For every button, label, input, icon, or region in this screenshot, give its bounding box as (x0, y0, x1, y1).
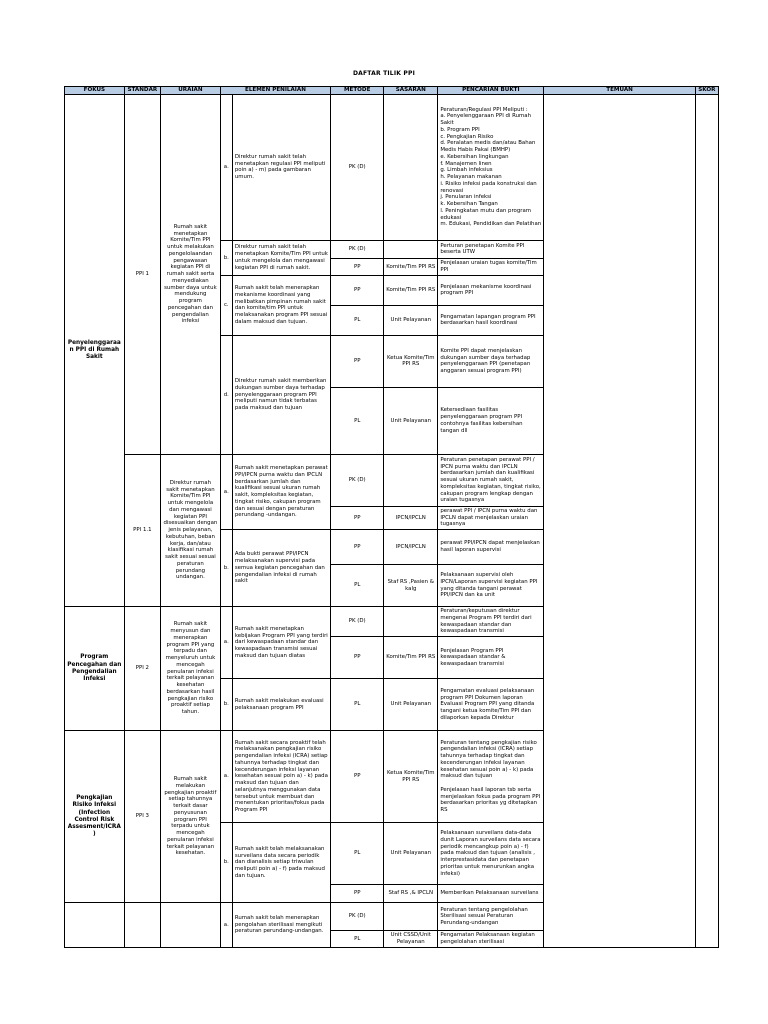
metode-cell: PP (331, 731, 384, 823)
page-title: DAFTAR TILIK PPI (352, 70, 416, 77)
pencarian-cell: Peraturan penetapan perawat PPI / IPCN purna waktu dan IPCLN berdasarkan jumlah dan kualifikasi sesuai ukuran rumah sakit, kompleksitas kegiatan, tingkat risiko, cakupan program lengkap dengan uraian tugasnya (438, 454, 544, 506)
metode-cell: PL (331, 387, 384, 454)
sasaran-cell (384, 94, 438, 240)
fokus-cell (65, 903, 125, 948)
sasaran-cell: Komite/Tim PPI RS (384, 637, 438, 679)
metode-cell: PP (331, 530, 384, 565)
table-header-row (65, 87, 719, 95)
uraian-cell: Rumah sakit melakukan pengkajian proaktif setiap tahunnya terkait dasar penyusunan program PPI terpadu untuk mencegah penularan infeksi terkait pelayanan kesehatan. (161, 731, 221, 903)
metode-cell: PP (331, 335, 384, 387)
table-row (65, 94, 719, 240)
item-letter: b. (220, 240, 232, 275)
uraian-cell (161, 903, 221, 948)
sasaran-cell: Unit Pelayanan (384, 679, 438, 731)
metode-cell: PK (D) (331, 240, 384, 258)
pencarian-cell: Penjelasan mekanisme koordinasi program PPI (438, 275, 544, 305)
sasaran-cell (384, 454, 438, 506)
item-letter: a. (220, 94, 232, 240)
pencarian-cell: Penjelasan Program PPI kewaspadaan standar & kewaspadaan transmisi (438, 637, 544, 679)
temuan-cell[interactable] (544, 94, 695, 947)
header-pencarian: PENCARIAN BUKTI (438, 87, 544, 95)
sasaran-cell: Komite/Tim PPI RS (384, 258, 438, 275)
elemen-cell: Rumah sakit menetapkan perawat PPI/IPCN purna waktu dan IPCLN berdasarkan jumlah dan kualifikasi sesuai ukuran rumah sakit, kompleksitas kegiatan, tingkat risiko, cakupan program dan sesuai dengan peraturan perundang -undangan. (232, 454, 330, 529)
item-letter: a. (220, 731, 232, 823)
standar-cell: PPI 1.1 (124, 454, 160, 606)
pencarian-cell: Pengamatan lapangan program PPI berdasarkan hasil koordinasi (438, 305, 544, 335)
item-letter: d. (220, 335, 232, 454)
fokus-cell: Program Pencegahan dan Pengendalian Infeksi (65, 607, 125, 731)
pencarian-cell: Pengamatan Pelaksanaan kegiatan pengelolahan sterilisasi (438, 931, 544, 948)
standar-cell: PPI 3 (124, 731, 160, 903)
item-letter: c. (220, 275, 232, 335)
item-letter: a. (220, 607, 232, 679)
item-letter: b. (220, 679, 232, 731)
sasaran-cell: Unit Pelayanan (384, 823, 438, 885)
sasaran-cell: IPCN/IPCLN (384, 530, 438, 565)
metode-cell: PL (331, 679, 384, 731)
sasaran-cell (384, 240, 438, 258)
sasaran-cell (384, 903, 438, 931)
item-letter: a. (220, 903, 232, 948)
fokus-cell: Penyelenggaraa n PPI di Rumah Sakit (65, 94, 125, 606)
header-elemen: ELEMEN PENILAIAN (220, 87, 330, 95)
uraian-cell: Direktur rumah sakit menetapkan Komite/Tim PPI untuk mengelola dan mengawasi kegiatan PPI disesuaikan dengan jenis pelayanan, kebutuhan, beban kerja, dan/atau klasifikasi rumah sakit sesuai sesuai peraturan perundang undangan. (161, 454, 221, 606)
elemen-cell: Rumah sakit telah menerapkan mekanisme koordinasi yang melibatkan pimpinan rumah sakit dan komite/tim PPI untuk melaksanakan program PPI sesuai dalam maksud dan tujuan. (232, 275, 330, 335)
sasaran-cell: Ketua Komite/Tim PPI RS (384, 731, 438, 823)
item-letter: b. (220, 823, 232, 903)
pencarian-cell: perawat PPI/IPCN dapat menjelaskan hasil laporan supervisi (438, 530, 544, 565)
pencarian-cell: Pelaksanaan supervisi oleh IPCN/Laporan supervisi kegiatan PPI yang ditanda tangani perawat PPI/IPCN dan ka unit (438, 565, 544, 607)
header-fokus: FOKUS (65, 87, 125, 95)
metode-cell: PP (331, 258, 384, 275)
sasaran-cell: Staf RS ,Pasien & kalg (384, 565, 438, 607)
pencarian-cell: Pengamatan evaluasi pelaksanaan program PPI Dokumen laporan Evaluasi Program PPI yang ditanda tangani ketua komite/Tim PPI dan dilaporkan kepada Direktur (438, 679, 544, 731)
sasaran-cell: Unit Pelayanan (384, 387, 438, 454)
item-letter: a. (220, 454, 232, 529)
pencarian-cell: Memberikan Pelaksanaan surveilans (438, 885, 544, 903)
elemen-cell: Direktur rumah sakit telah menetapkan regulasi PPI meliputi poin a) - m) pada gambaran umum. (232, 94, 330, 240)
metode-cell: PP (331, 275, 384, 305)
fokus-cell: Pengkajian Risiko Infeksi (Infection Control Risk Assesment/ICRA ) (65, 731, 125, 903)
header-uraian: URAIAN (161, 87, 221, 95)
elemen-cell: Rumah sakit secara proaktif telah melaksanakan pengkajian risiko pengendalian infeksi (ICRA) setiap tahunnya terhadap tingkat dan kecenderungan infeksi layanan kesehatan sesuai poin a) - k) pada maksud dan tujuan dan selanjutnya menggunakan data tersebut untuk membuat dan menentukan prioritas/fokus pada Program PPI (232, 731, 330, 823)
uraian-cell: Rumah sakit menetapkan Komite/Tim PPI untuk melakukan pengelolaandan pengawasan kegiatan PPI di rumah sakit serta menyediakan sumber daya untuk mendukung program pencegahan dan pengendalian infeksi (161, 94, 221, 454)
metode-cell: PL (331, 931, 384, 948)
metode-cell: PK (D) (331, 94, 384, 240)
metode-cell: PP (331, 885, 384, 903)
checklist-table (64, 86, 719, 948)
pencarian-cell: Peraturan/keputusan direktur mengenai Program PPI terdiri dari kewaspadaan standar dan kewaspadaan transmisi (438, 607, 544, 637)
metode-cell: PP (331, 506, 384, 529)
pencarian-cell: Penjelasan uraian tugas komite/Tim PPI (438, 258, 544, 275)
pencarian-cell: Peraturan tentang pengkajian risiko pengendalian infeksi (ICRA) setiap tahunnya terhadap tingkat dan kecenderungan infeksi layanan kesehatan sesuai poin a) - k) pada maksud dan tujuan Penjelasan hasil laporan tsb serta menjelaskan fokus pada program PPI berdasarkan prioritas yg ditetapkan RS (438, 731, 544, 823)
metode-cell: PK (D) (331, 903, 384, 931)
uraian-cell: Rumah sakit menyusun dan menerapkan program PPI yang terpadu dan menyeluruh untuk mencegah penularan infeksi terkait pelayanan kesehatan berdasarkan hasil pengkajian risiko proaktif setiap tahun. (161, 607, 221, 731)
elemen-cell: Rumah sakit telah melaksanakan surveilans data secara periodik dan dianalisis setiap triwulan meliputi poin a) - f) pada maksud dan tujuan. (232, 823, 330, 903)
elemen-cell: Rumah sakit telah menerapkan pengolahan sterilisasi mengikuti peraturan perundang-undangan. (232, 903, 330, 948)
header-metode: METODE (331, 87, 384, 95)
pencarian-cell: Pelaksanaan surveilans data-data dunit Laporan surveilans data secara periodik mencangkup poin a) - f) pada maksud dan tujuan (analisis , interprestasidata dan penetapan prioritas untuk menurunkan angka infeksi) (438, 823, 544, 885)
sasaran-cell: Staf RS ,& IPCLN (384, 885, 438, 903)
metode-cell: PL (331, 823, 384, 885)
elemen-cell: Rumah sakit melakukan evaluasi pelaksanaan program PPI (232, 679, 330, 731)
sasaran-cell: Komite/Tim PPI RS (384, 275, 438, 305)
header-temuan: TEMUAN (544, 87, 695, 95)
elemen-cell: Direktur rumah sakit memberikan dukungan sumber daya terhadap penyelenggaraan program PPI meliputi namun tidak terbatas pada maksud dan tujuan (232, 335, 330, 454)
pencarian-cell: Komite PPI dapat menjelaskan dukungan sumber daya terhadap penyelenggaraan PPI (penetapan anggaran sesuai program PPI) (438, 335, 544, 387)
standar-cell (124, 903, 160, 948)
metode-cell: PK (D) (331, 454, 384, 506)
metode-cell: PL (331, 565, 384, 607)
metode-cell: PK (D) (331, 607, 384, 637)
elemen-cell: Direktur rumah sakit telah menetapkan Komite/Tim PPI untuk untuk mengelola dan mengawasi kegiatan PPI di rumah sakit. (232, 240, 330, 275)
pencarian-cell: perawat PPI / IPCN purna waktu dan IPCLN dapat menjelaskan uraian tugasnya (438, 506, 544, 529)
elemen-cell: Ada bukti perawat PPI/IPCN melaksanakan supervisi pada semua kegiatan pencegahan dan pengendalian infeksi di rumah sakit (232, 530, 330, 607)
sasaran-cell (384, 607, 438, 637)
item-letter: b. (220, 530, 232, 607)
pencarian-cell: Perturan penetapan Komite PPI beserta UTW (438, 240, 544, 258)
standar-cell: PPI 2 (124, 607, 160, 731)
elemen-cell: Rumah sakit menetapkan kebijakan Program PPI yang terdiri dari kewaspadaan standar dan kewaspadaan transmisi sesuai maksud dan tujuan diatas (232, 607, 330, 679)
header-standar: STANDAR (124, 87, 160, 95)
pencarian-cell: Peraturan tentang pengelolahan Sterilisasi sesuai Peraturan Perundang-undangan (438, 903, 544, 931)
header-sasaran: SASARAN (384, 87, 438, 95)
pencarian-cell: Ketersediaan fasilitas penyelenggaraan program PPI contohnya fasilitas kebersihan tangan dll (438, 387, 544, 454)
metode-cell: PP (331, 637, 384, 679)
standar-cell: PPI 1 (124, 94, 160, 454)
sasaran-cell: Unit Pelayanan (384, 305, 438, 335)
metode-cell: PL (331, 305, 384, 335)
sasaran-cell: Ketua Komite/Tim PPI RS (384, 335, 438, 387)
sasaran-cell: IPCN/IPCLN (384, 506, 438, 529)
sasaran-cell: Unit CSSD/Unit Pelayanan (384, 931, 438, 948)
header-skor: SKOR (695, 87, 718, 95)
pencarian-cell: Peraturan/Regulasi PPI Meliputi : a. Penyelenggaraan PPI di Rumah Sakit b. Program PPI c. Pengkajian Risiko d. Peralatan medis dan/atau Bahan Medis Habis Pakai (BMHP) e. Kebersihan lingkungan f. Manajemen linen g. Limbah infeksius h. Pelayanan makanan i. Risiko infeksi pada konstruksi dan renovasi j. Penularan infeksi k. Kebersihan Tangan l. Peningkatan mutu dan program edukasi m. Edukasi, Pendidikan dan Pelatihan (438, 94, 544, 240)
skor-cell[interactable] (695, 94, 718, 947)
